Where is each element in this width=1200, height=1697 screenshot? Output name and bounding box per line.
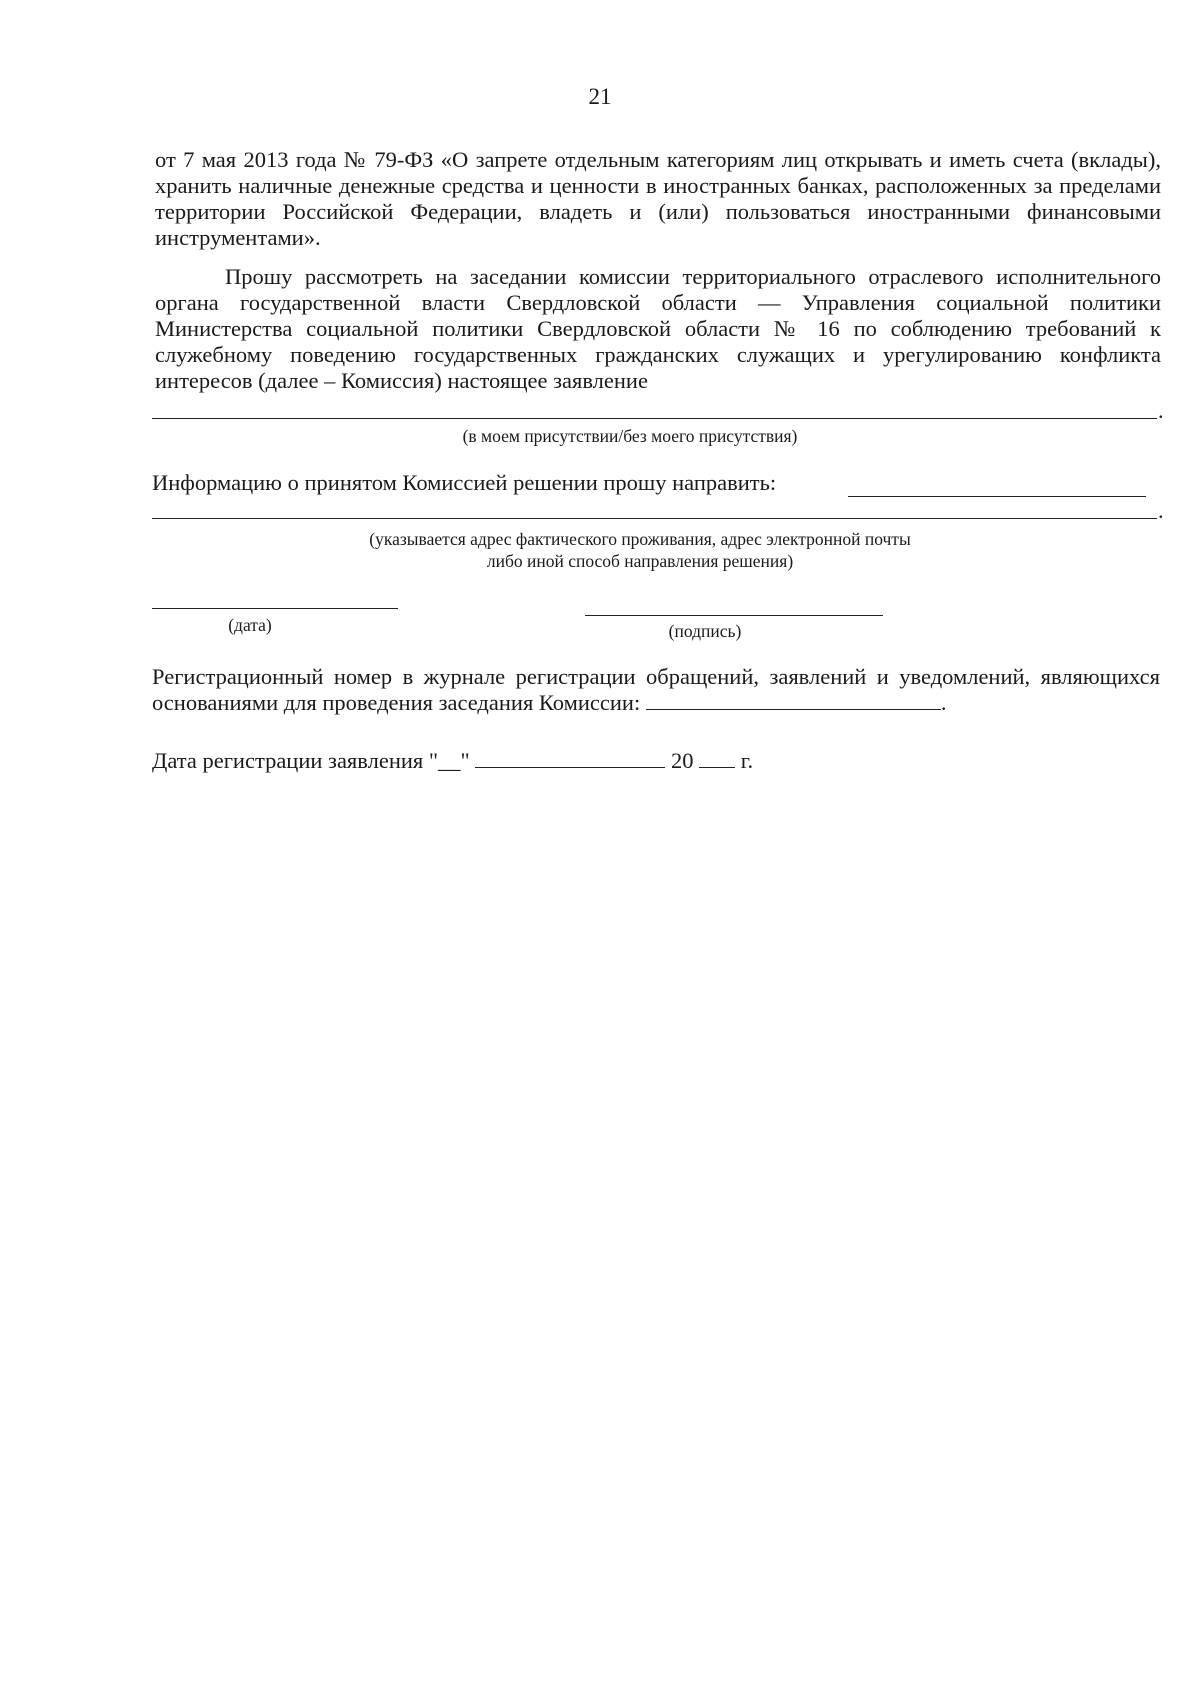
registration-period: . [940, 690, 947, 715]
info-blank-line[interactable] [848, 496, 1146, 497]
registration-year-blank[interactable] [699, 749, 735, 768]
date-caption: (дата) [228, 615, 272, 635]
signature-caption: (подпись) [668, 621, 742, 641]
registration-text: Регистрационный номер в журнале регистрации обращений, заявлений и уведомлений, являющихся основаниями для проведения заседания Комиссии: [152, 664, 1160, 715]
info-label: Информацию о принятом Комиссией решении прошу направить: [152, 470, 777, 495]
registration-number-blank[interactable] [646, 691, 941, 710]
year-suffix: г. [740, 748, 754, 773]
paragraph-law-reference: от 7 мая 2013 года № 79-ФЗ «О запрете отдельным категориям лиц открывать и иметь счета (вклады), хранить наличные денежные средства и ценности в иностранных банках, расположенных за пределами территории Российской Федерации, владеть и (или) пользоваться иностранными финансовыми инструментами». [155, 147, 1161, 250]
registration-month-blank[interactable] [475, 749, 665, 768]
date-blank-line[interactable] [152, 608, 398, 609]
address-blank-line[interactable] [152, 518, 1157, 519]
registration-paragraph [152, 664, 1160, 716]
signature-blank-line[interactable] [585, 615, 883, 616]
registration-date-label: Дата регистрации заявления "__" [152, 748, 470, 773]
address-caption-line-2: либо иной способ направления решения) [486, 551, 794, 571]
registration-date-line [152, 748, 753, 774]
year-prefix: 20 [671, 748, 694, 773]
presence-blank-line[interactable] [152, 418, 1157, 419]
presence-caption: (в моем присутствии/без моего присутствия) [462, 426, 798, 446]
address-period: . [1158, 498, 1164, 523]
paragraph-request: Прошу рассмотреть на заседании комиссии территориального отраслевого исполнительного органа государственной власти Свердловской области — Управления социальной политики Министерства социальной политики Свердловской области № 16 по соблюдению требований к служебному поведению государственных гражданских служащих и урегулированию конфликта интересов (далее – Комиссия) настоящее заявление [155, 264, 1161, 393]
presence-period: . [1158, 398, 1164, 423]
address-caption-line-1: (указывается адрес фактического проживания, адрес электронной почты [369, 529, 911, 549]
page-number: 21 [588, 84, 612, 109]
